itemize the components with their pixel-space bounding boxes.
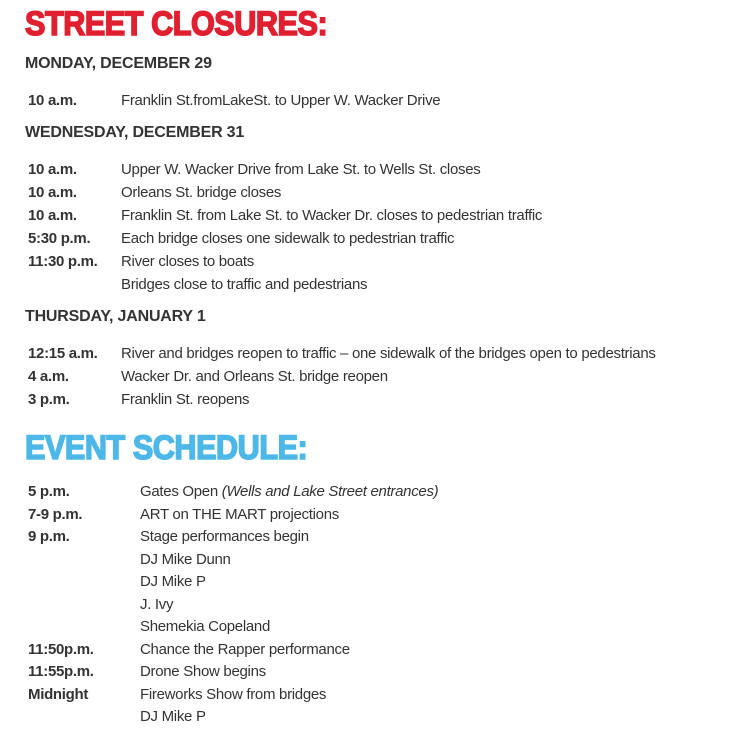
day-heading: MONDAY, DECEMBER 29 bbox=[25, 55, 212, 72]
event-row bbox=[25, 481, 743, 504]
closure-rows bbox=[25, 89, 743, 112]
event-row bbox=[25, 594, 743, 617]
event-row bbox=[25, 526, 743, 549]
description-label: Orleans St. bridge closes bbox=[121, 184, 282, 201]
event-schedule-title-text: EVENT SCHEDULE: bbox=[25, 429, 308, 467]
description-label: Each bridge closes one sidewalk to pedestrian traffic bbox=[121, 230, 455, 247]
street-closures-title-text: STREET CLOSURES: bbox=[25, 5, 328, 43]
event-row bbox=[25, 549, 743, 572]
description-label: DJ Mike P bbox=[140, 708, 206, 725]
description-label: Shemekia Copeland bbox=[140, 618, 270, 635]
time-label: 10 a.m. bbox=[28, 92, 77, 109]
closure-rows bbox=[25, 342, 743, 411]
description-label: Stage performances begin bbox=[140, 528, 309, 545]
description-label: River and bridges reopen to traffic – one sidewalk of the bridges open to pedestrians bbox=[121, 345, 656, 362]
event-row bbox=[25, 504, 743, 527]
event-schedule-rows bbox=[25, 481, 743, 729]
description-label: Gates Open (Wells and Lake Street entrances) bbox=[140, 483, 439, 500]
time-label: Midnight bbox=[28, 685, 89, 703]
event-schedule-title bbox=[25, 430, 743, 467]
description-label: Upper W. Wacker Drive from Lake St. to Wells St. closes bbox=[121, 161, 481, 178]
description-label: Franklin St. from Lake St. to Wacker Dr. closes to pedestrian traffic bbox=[121, 207, 543, 224]
description-label: Franklin St.fromLakeSt. to Upper W. Wacker Drive bbox=[121, 92, 441, 109]
closure-row bbox=[25, 158, 743, 181]
closure-row bbox=[25, 342, 743, 365]
event-row bbox=[25, 571, 743, 594]
closure-row bbox=[25, 250, 743, 273]
event-row bbox=[25, 684, 743, 707]
time-label: 10 a.m. bbox=[28, 207, 77, 224]
description-label: J. Ivy bbox=[140, 595, 174, 613]
time-label: 5:30 p.m. bbox=[28, 230, 91, 247]
street-closures-section bbox=[25, 56, 743, 411]
time-label: 9 p.m. bbox=[28, 528, 70, 545]
time-label: 11:55p.m. bbox=[28, 663, 94, 680]
time-label: 7-9 p.m. bbox=[28, 505, 83, 523]
time-label: 11:50p.m. bbox=[28, 640, 94, 658]
closure-row bbox=[25, 388, 743, 411]
time-label: 10 a.m. bbox=[28, 161, 77, 178]
description-label: River closes to boats bbox=[121, 253, 254, 270]
description-label: Drone Show begins bbox=[140, 663, 266, 680]
event-row bbox=[25, 616, 743, 639]
time-label: 5 p.m. bbox=[28, 483, 70, 500]
description-label: ART on THE MART projections bbox=[140, 505, 339, 523]
closure-rows bbox=[25, 158, 743, 296]
description-label: Fireworks Show from bridges bbox=[140, 685, 327, 703]
description-label: Chance the Rapper performance bbox=[140, 640, 350, 658]
day-heading: WEDNESDAY, DECEMBER 31 bbox=[25, 124, 245, 141]
description-label: Franklin St. reopens bbox=[121, 391, 250, 408]
closure-row bbox=[25, 273, 743, 296]
closure-row bbox=[25, 181, 743, 204]
day-heading: THURSDAY, JANUARY 1 bbox=[25, 308, 206, 325]
closure-row bbox=[25, 204, 743, 227]
time-label: 4 a.m. bbox=[28, 368, 69, 385]
closure-row bbox=[25, 227, 743, 250]
description-label: DJ Mike P bbox=[140, 573, 206, 590]
description-italic-note: (Wells and Lake Street entrances) bbox=[221, 483, 439, 500]
description-label: DJ Mike Dunn bbox=[140, 550, 231, 568]
street-closures-title bbox=[25, 6, 743, 43]
time-label: 3 p.m. bbox=[28, 391, 70, 408]
time-label: 12:15 a.m. bbox=[28, 345, 98, 362]
description-label: Bridges close to traffic and pedestrians bbox=[121, 276, 368, 293]
time-label: 10 a.m. bbox=[28, 184, 77, 201]
description-label: Wacker Dr. and Orleans St. bridge reopen bbox=[121, 368, 388, 385]
time-label: 11:30 p.m. bbox=[28, 253, 98, 270]
event-row bbox=[25, 639, 743, 662]
event-row bbox=[25, 706, 743, 729]
closure-row bbox=[25, 365, 743, 388]
event-row bbox=[25, 661, 743, 684]
closure-row bbox=[25, 89, 743, 112]
